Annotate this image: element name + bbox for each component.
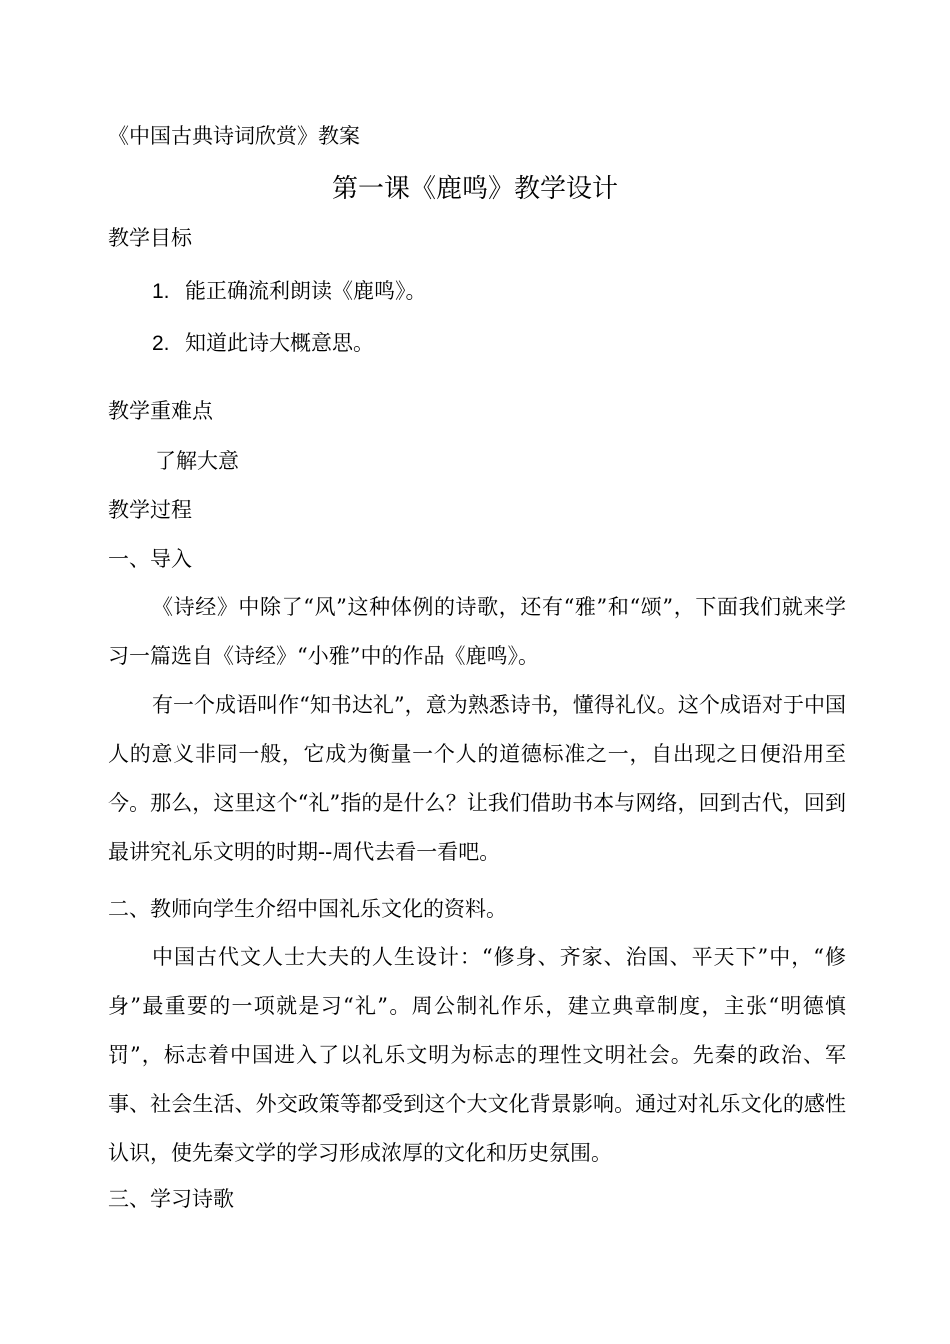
process-heading: 教学过程 (108, 498, 192, 522)
document-header: 《中国古典诗词欣赏》教案 (108, 124, 360, 148)
section-heading-poem: 三、学习诗歌 (108, 1187, 234, 1211)
objectives-heading: 教学目标 (108, 226, 192, 250)
paragraph-intro-2: 有一个成语叫作“知书达礼”，意为熟悉诗书，懂得礼仪。这个成语对于中国人的意义非同一般，它成为衡量一个人的道德标准之一，自出现之日便沿用至今。那么，这里这个“礼”指的是什么？让我们借助书本与网络，回到古代，回到最讲究礼乐文明的时期--周代去看一看吧。 (108, 693, 846, 864)
key-points-heading: 教学重难点 (108, 399, 213, 423)
key-points-text: 了解大意 (155, 449, 239, 473)
section-heading-intro: 一、导入 (108, 547, 192, 571)
paragraph-culture: 中国古代文人士大夫的人生设计：“修身、齐家、治国、平天下”中，“修身”最重要的一项就是习“礼”。周公制礼作乐，建立典章制度，主张“明德慎罚”，标志着中国进入了以礼乐文明为标志的理性文明社会。先秦的政治、军事、社会生活、外交政策等都受到这个大文化背景影响。通过对礼乐文化的感性认识，使先秦文学的学习形成浓厚的文化和历史氛围。 (108, 945, 846, 1165)
list-item (152, 277, 427, 306)
list-item-text: 能正确流利朗读《鹿鸣》。 (185, 279, 427, 303)
paragraph-intro-1: 《诗经》中除了“风”这种体例的诗歌，还有“雅”和“颂”，下面我们就来学习一篇选自《诗经》“小雅”中的作品《鹿鸣》。 (108, 595, 846, 668)
list-item-text: 知道此诗大概意思。 (185, 331, 374, 355)
list-item (152, 329, 374, 358)
list-item-number: 2. (152, 332, 170, 355)
page-title: 第一课《鹿鸣》教学设计 (331, 174, 618, 204)
list-item-number: 1. (152, 280, 170, 303)
section-heading-culture: 二、教师向学生介绍中国礼乐文化的资料。 (108, 897, 507, 921)
